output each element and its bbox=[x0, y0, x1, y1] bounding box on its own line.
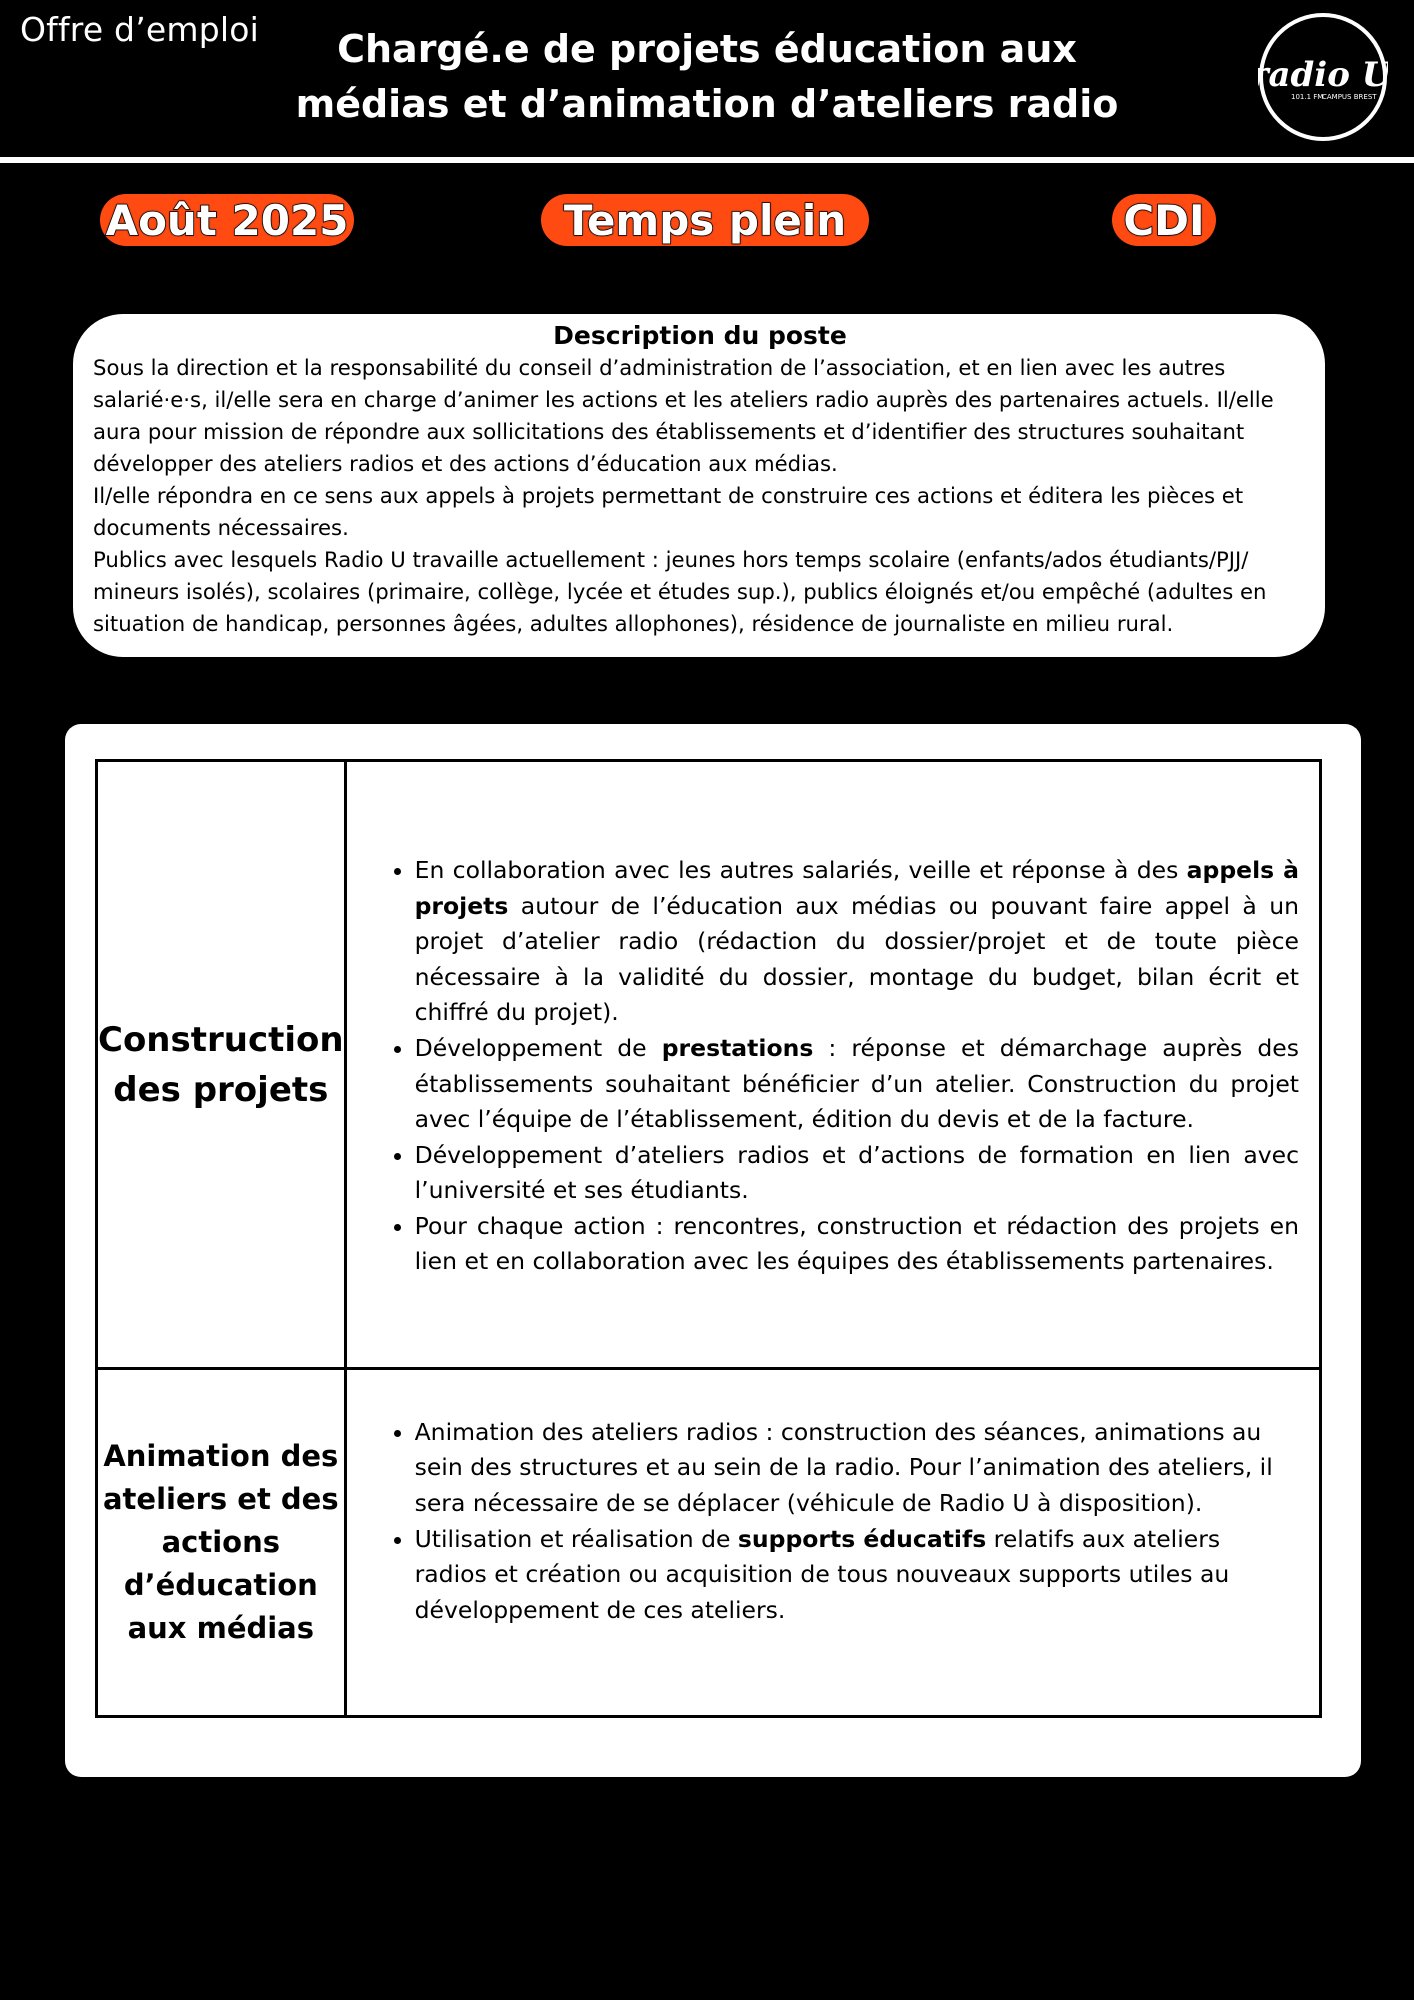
description-paragraph-1: Sous la direction et la responsabilité du conseil d’administration de l’association, et en lien avec les autres salarié·e·s, il/elle sera en charge d’animer les actions et les ateliers radio auprès des partenaires actuels. Il/elle aura pour mission de répondre aux sollicitations des établissements et d’identifier des structures souhaitant développer des ateliers radios et des actions d’éducation aux médias. bbox=[93, 355, 1274, 476]
contract-type-badge: CDI bbox=[1112, 194, 1216, 246]
category-cell bbox=[97, 1369, 346, 1717]
tasks-cell bbox=[345, 1369, 1320, 1717]
logo-brand: radio U bbox=[1258, 55, 1388, 95]
task-list bbox=[347, 849, 1319, 1280]
work-time-badge: Temps plein bbox=[541, 194, 869, 246]
job-description-card bbox=[73, 314, 1325, 657]
job-title-line-1: Chargé.e de projets éducation aux bbox=[337, 27, 1077, 71]
radio-u-logo bbox=[1258, 12, 1388, 142]
offer-label: Offre d’emploi bbox=[20, 10, 260, 49]
start-date-badge: Août 2025 bbox=[100, 194, 354, 246]
category-label: Construction des projets bbox=[98, 1019, 344, 1110]
header-divider bbox=[0, 157, 1414, 163]
description-paragraph-3: Publics avec lesquels Radio U travaille actuellement : jeunes hors temps scolaire (enfants/ados étudiants/PJJ/ mineurs isolés), scolaires (primaire, collège, lycée et études sup.), publics éloignés et/ou empêché (adultes en situation de handicap, personnes âgées, adultes allophones), résidence de journaliste en milieu rural. bbox=[93, 547, 1267, 636]
list-item: • Pour chaque action : rencontres, construction et rédaction des projets en lien et en collaboration avec les équipes des établissements partenaires. bbox=[415, 1209, 1299, 1280]
list-item: • Utilisation et réalisation de supports éducatifs relatifs aux ateliers radios et création ou acquisition de tous nouveaux supports utiles au développement de ces ateliers. bbox=[415, 1522, 1299, 1629]
job-title-line-2: médias et d’animation d’ateliers radio bbox=[295, 82, 1119, 126]
task-list bbox=[347, 1415, 1319, 1671]
tasks-cell bbox=[345, 761, 1320, 1369]
table-row bbox=[97, 1369, 1321, 1717]
table-row bbox=[97, 761, 1321, 1369]
description-body bbox=[93, 352, 1307, 640]
job-title bbox=[230, 22, 1184, 132]
category-label: Animation des ateliers et des actions d’éducation aux médias bbox=[102, 1439, 339, 1645]
description-title: Description du poste bbox=[553, 321, 847, 350]
list-item: • Développement de prestations : réponse et démarchage auprès des établissements souhaitant bénéficier d’un atelier. Construction du projet avec l’équipe de l’établissement, édition du devis et de la facture. bbox=[415, 1031, 1299, 1138]
category-cell bbox=[97, 761, 346, 1369]
list-item: • Développement d’ateliers radios et d’actions de formation en lien avec l’université et ses étudiants. bbox=[415, 1138, 1299, 1209]
list-item: • Animation des ateliers radios : construction des séances, animations au sein des structures et au sein de la radio. Pour l’animation des ateliers, il sera nécessaire de se déplacer (véhicule de Radio U à disposition). bbox=[415, 1415, 1299, 1522]
responsibilities-table bbox=[95, 759, 1322, 1718]
responsibilities-card bbox=[65, 724, 1361, 1777]
list-item: • En collaboration avec les autres salariés, veille et réponse à des appels à projets autour de l’éducation aux médias ou pouvant faire appel à un projet d’atelier radio (rédaction du dossier/projet et de toute pièce nécessaire à la validité du dossier, montage du budget, bilan écrit et chiffré du projet). bbox=[415, 853, 1299, 1031]
logo-frequency: 101.1 FM bbox=[1291, 93, 1324, 101]
description-paragraph-2: Il/elle répondra en ce sens aux appels à projets permettant de construire ces actions et éditera les pièces et documents nécessaires. bbox=[93, 483, 1244, 540]
logo-campus: CAMPUS BREST bbox=[1322, 93, 1377, 101]
